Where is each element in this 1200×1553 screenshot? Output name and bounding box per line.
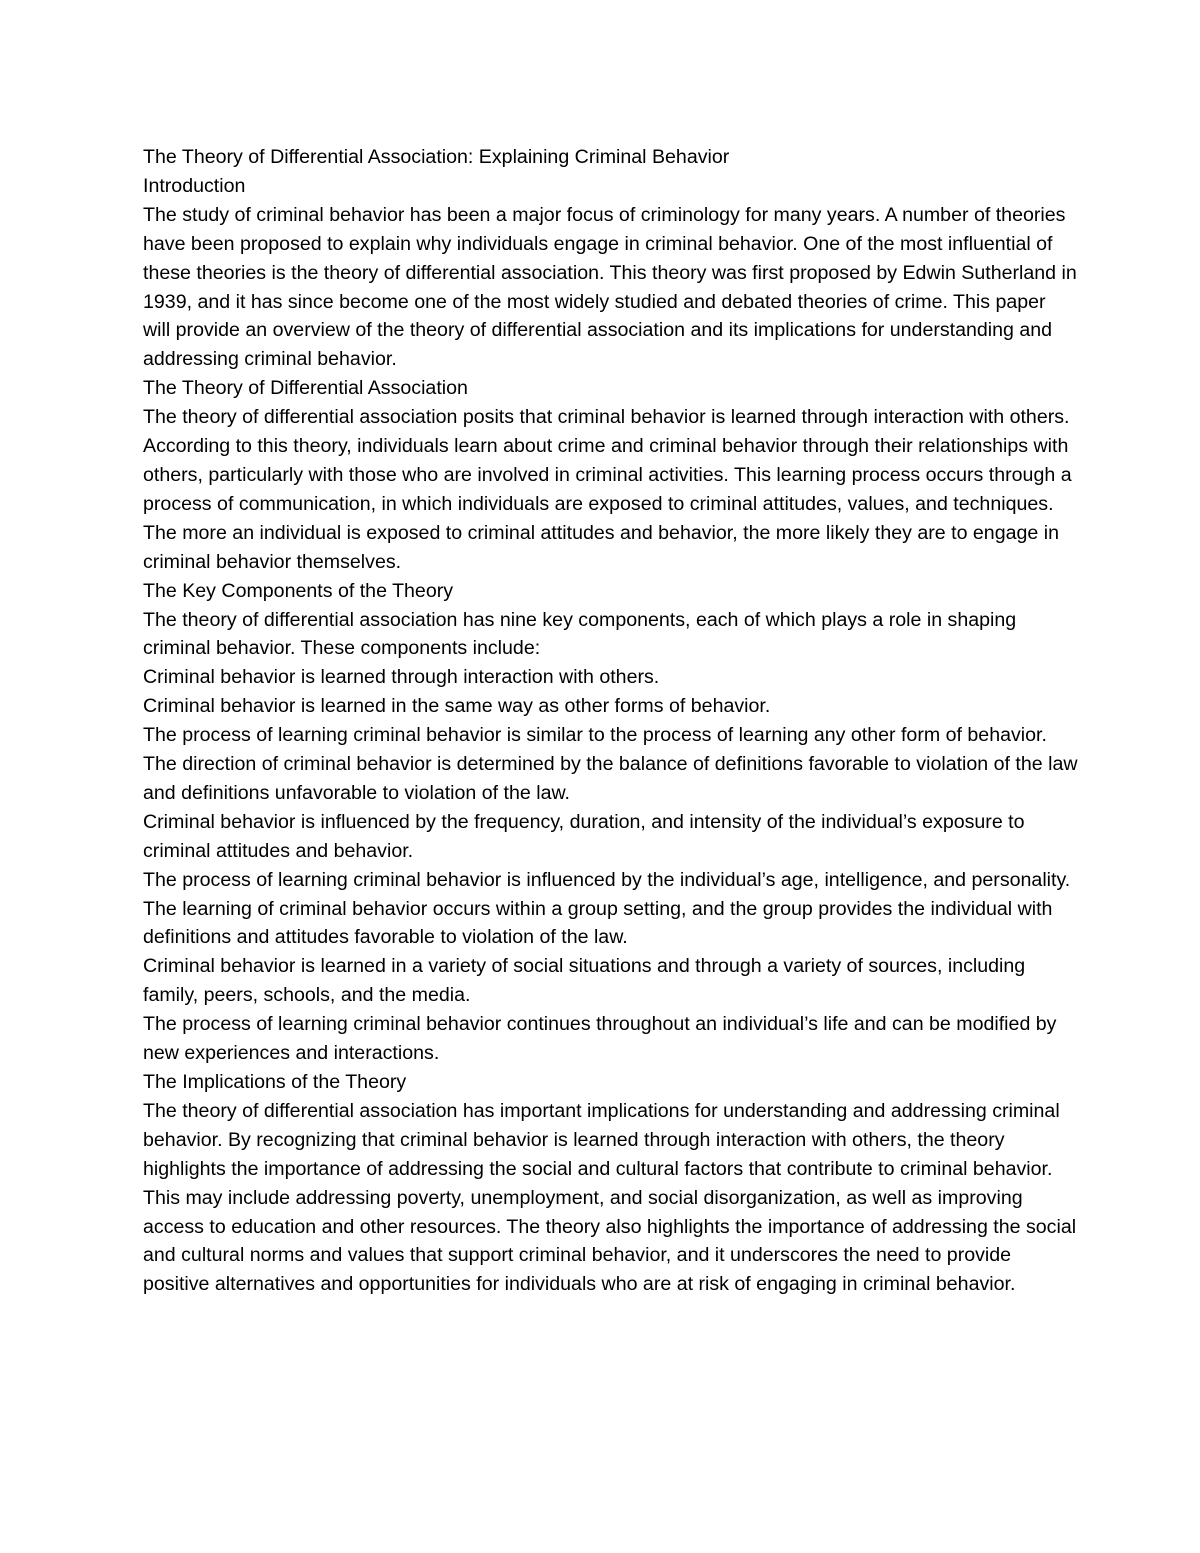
section-heading-implications: The Implications of the Theory xyxy=(143,1071,407,1093)
section-body-key-components: The theory of differential association has nine key components, each of which plays a role in shaping criminal behavior. These components include: xyxy=(143,608,1017,660)
section-heading-key-components: The Key Components of the Theory xyxy=(143,579,454,602)
document-title: The Theory of Differential Association: Explaining Criminal Behavior xyxy=(143,146,730,168)
component-item: Criminal behavior is influenced by the frequency, duration, and intensity of the individual’s exposure to criminal attitudes and behavior. xyxy=(143,810,1025,862)
component-item: Criminal behavior is learned in a variety of social situations and through a variety of sources, including family, peers, schools, and the media. xyxy=(143,955,1026,1007)
component-item: The direction of criminal behavior is determined by the balance of definitions favorable to violation of the law and definitions unfavorable to violation of the law. xyxy=(143,753,1078,804)
section-heading-theory: The Theory of Differential Association xyxy=(143,377,468,400)
component-item: The process of learning criminal behavior is influenced by the individual’s age, intelligence, and personality. xyxy=(143,868,1071,891)
component-item: Criminal behavior is learned in the same way as other forms of behavior. xyxy=(143,695,771,718)
section-body-introduction: The study of criminal behavior has been a major focus of criminology for many years. A number of theories have been proposed to explain why individuals engage in criminal behavior. One of the most influential of these theories is the theory of differential association. This theory was first proposed by Edwin Sutherland in 1939, and it has since become one of the most widely studied and debated theories of crime. This paper will provide an overview of the theory of differential association and its implications for understanding and addressing criminal behavior. xyxy=(143,203,1077,371)
component-item: The learning of criminal behavior occurs within a group setting, and the group provides the individual with definitions and attitudes favorable to violation of the law. xyxy=(143,897,1053,949)
section-body-theory: The theory of differential association posits that criminal behavior is learned through interaction with others. According to this theory, individuals learn about crime and criminal behavior through their relationships with others, particularly with those who are involved in criminal activities. This learning process occurs through a process of communication, in which individuals are exposed to criminal attitudes, values, and techniques. The more an individual is exposed to criminal attitudes and behavior, the more likely they are to engage in criminal behavior themselves. xyxy=(143,406,1072,573)
section-body-implications: The theory of differential association has important implications for understanding and addressing criminal behavior. By recognizing that criminal behavior is learned through interaction with others, the theory highlights the importance of addressing the social and cultural factors that contribute to criminal behavior. This may include addressing poverty, unemployment, and social disorganization, as well as improving access to education and other resources. The theory also highlights the importance of addressing the social and cultural norms and values that support criminal behavior, and it underscores the need to provide positive alternatives and opportunities for individuals who are at risk of engaging in criminal behavior. xyxy=(143,1099,1077,1296)
component-item: The process of learning criminal behavior is similar to the process of learning any other form of behavior. xyxy=(143,724,1047,747)
section-heading-introduction: Introduction xyxy=(143,174,246,197)
component-item: The process of learning criminal behavior continues throughout an individual’s life and can be modified by new experiences and interactions. xyxy=(143,1013,1057,1065)
document-page xyxy=(143,143,1078,1299)
component-item: Criminal behavior is learned through interaction with others. xyxy=(143,666,660,689)
